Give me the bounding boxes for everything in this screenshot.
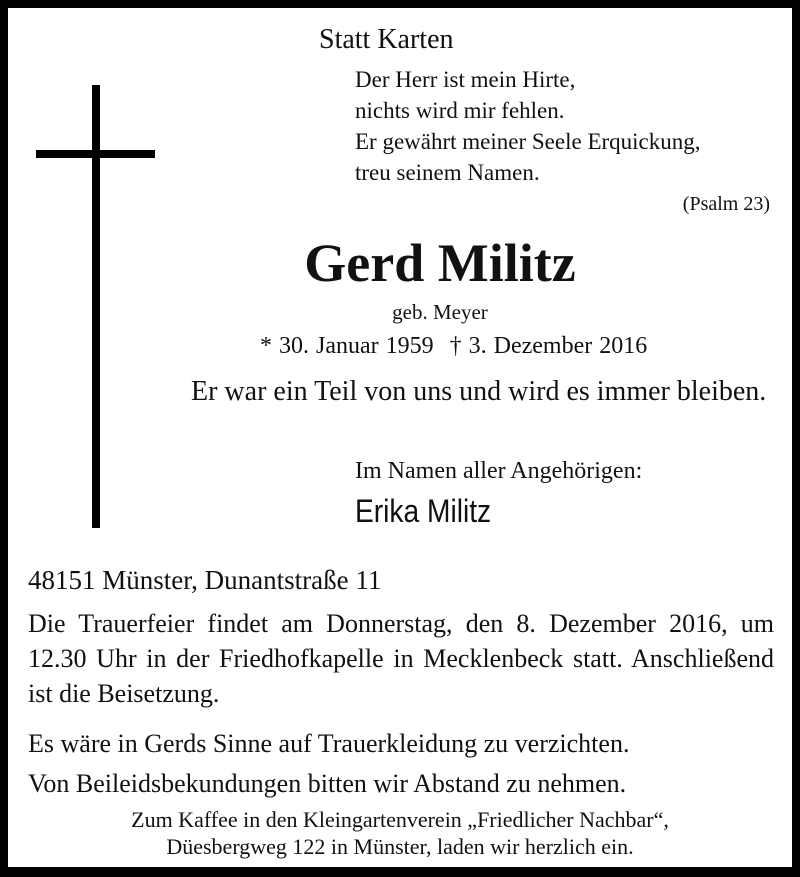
death-date: † 3. Dezember 2016 bbox=[449, 333, 648, 359]
coffee-line: Düesbergweg 122 in Münster, laden wir herzlich ein. bbox=[166, 834, 634, 859]
obituary-notice bbox=[8, 8, 792, 867]
coffee-line: Zum Kaffee in den Kleingartenverein „Friedlicher Nachbar“, bbox=[131, 807, 669, 832]
birth-name: geb. Meyer bbox=[392, 300, 488, 324]
cross-horizontal-bar bbox=[36, 150, 155, 158]
signature-label: Im Namen aller Angehörigen: bbox=[355, 458, 643, 484]
psalm-line: nichts wird mir fehlen. bbox=[355, 98, 565, 123]
psalm-line: treu seinem Namen. bbox=[355, 160, 540, 185]
psalm-verse bbox=[355, 64, 701, 188]
dress-note: Es wäre in Gerds Sinne auf Trauerkleidung zu verzichten. bbox=[28, 729, 630, 758]
psalm-reference: (Psalm 23) bbox=[682, 193, 770, 215]
psalm-line: Er gewährt meiner Seele Erquickung, bbox=[355, 129, 701, 154]
signer-name: Erika Militz bbox=[355, 493, 492, 529]
condolence-note: Von Beileidsbekundungen bitten wir Abstand zu nehmen. bbox=[28, 769, 627, 798]
intro-heading: Statt Karten bbox=[319, 24, 454, 55]
memorial-text: Er war ein Teil von uns und wird es immer bleiben. bbox=[191, 376, 767, 407]
life-dates bbox=[260, 333, 647, 360]
birth-date: * 30. Januar 1959 bbox=[260, 333, 434, 359]
coffee-invitation bbox=[8, 806, 792, 860]
address: 48151 Münster, Dunantstraße 11 bbox=[28, 565, 382, 595]
deceased-name: Gerd Militz bbox=[304, 233, 576, 293]
service-info: Die Trauerfeier findet am Donnerstag, den 8. Dezember 2016, um 12.30 Uhr in der Friedhofkapelle in Mecklenbeck statt. Anschließend ist die Beisetzung. bbox=[28, 609, 774, 708]
psalm-line: Der Herr ist mein Hirte, bbox=[355, 67, 576, 92]
